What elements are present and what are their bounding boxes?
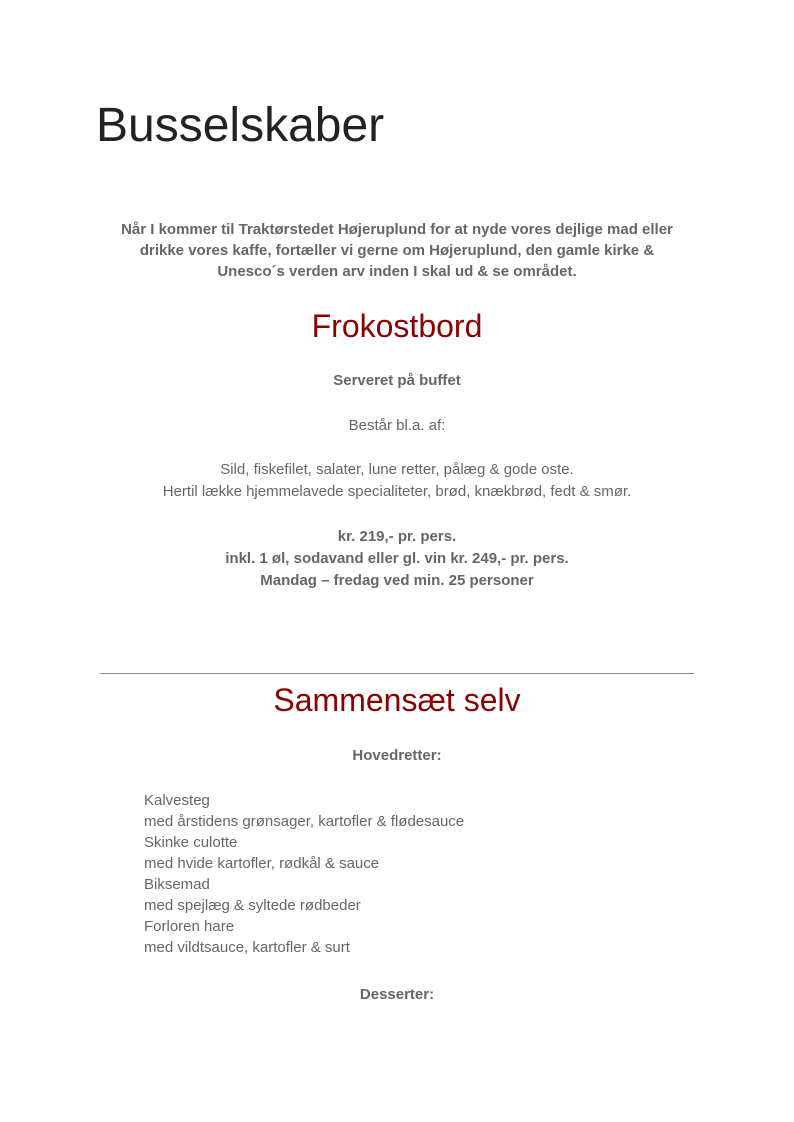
dish-description: med hvide kartofler, rødkål & sauce <box>144 855 380 872</box>
served-label: Serveret på buffet <box>333 372 461 389</box>
dish-name: Biksemad <box>144 876 210 893</box>
dish-name: Skinke culotte <box>144 834 238 851</box>
desserts-label: Desserter: <box>359 986 435 1003</box>
frokostbord-heading: Frokostbord <box>311 308 483 344</box>
intro-line: Unesco´s verden arv inden I skal ud & se området. <box>217 263 577 280</box>
main-courses-list <box>144 790 464 958</box>
consists-of-label: Består bl.a. af: <box>348 417 446 434</box>
dish-name: Kalvesteg <box>144 792 210 809</box>
price-line: kr. 219,- pr. pers. <box>337 528 457 545</box>
dish-description: med vildtsauce, kartofler & surt <box>144 939 350 956</box>
dish-description: med årstidens grønsager, kartofler & flødesauce <box>144 813 465 830</box>
intro-line: Når I kommer til Traktørstedet Højeruplund for at nyde vores dejlige mad eller <box>121 221 673 238</box>
page-title: Busselskaber <box>96 99 385 152</box>
intro-line: drikke vores kaffe, fortæller vi gerne om Højeruplund, den gamle kirke & <box>139 242 655 259</box>
dish-name: Forloren hare <box>144 918 235 935</box>
buffet-items-line: Sild, fiskefilet, salater, lune retter, pålæg & gode oste. <box>220 461 574 478</box>
price-line: inkl. 1 øl, sodavand eller gl. vin kr. 249,- pr. pers. <box>225 550 569 567</box>
price-line: Mandag – fredag ved min. 25 personer <box>260 572 534 589</box>
main-courses-label: Hovedretter: <box>352 747 442 764</box>
section-divider <box>100 673 694 674</box>
dish-description: med spejlæg & syltede rødbeder <box>144 897 361 914</box>
buffet-items-line: Hertil lække hjemmelavede specialiteter, brød, knækbrød, fedt & smør. <box>162 483 632 500</box>
sammensaet-heading: Sammensæt selv <box>273 682 521 718</box>
intro-paragraph <box>90 219 704 282</box>
